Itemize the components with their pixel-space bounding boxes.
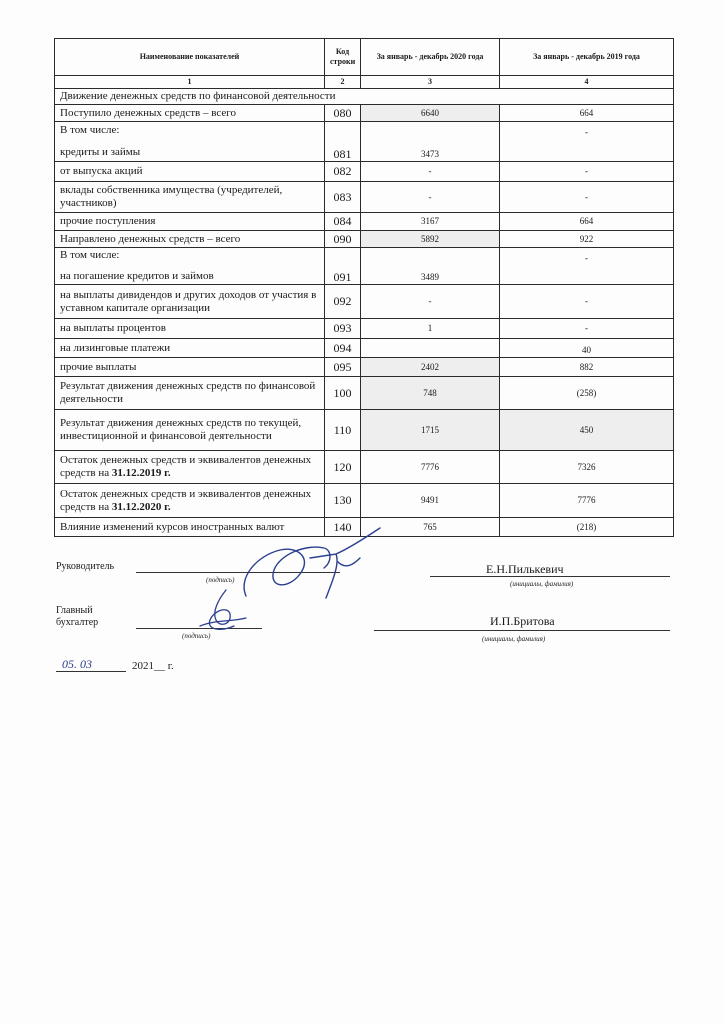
row-value-2019: -: [500, 319, 674, 339]
row-name: Направлено денежных средств – всего: [55, 231, 325, 248]
row-code: 100: [325, 377, 361, 410]
row-value-2020: [361, 339, 500, 358]
row-value-2019: 40: [500, 339, 674, 358]
table-row: [55, 358, 674, 377]
row-value-2019: -: [500, 285, 674, 319]
row-code: 092: [325, 285, 361, 319]
accountant-label-2: бухгалтер: [56, 617, 99, 628]
col-number-3: 3: [361, 76, 500, 89]
row-value-2019: (218): [500, 518, 674, 537]
row-code: 091: [325, 248, 361, 285]
row-name: кредиты и займы: [60, 146, 141, 158]
row-date: 31.12.2019 г.: [111, 467, 171, 479]
row-code: 081: [325, 122, 361, 162]
head-label: Руководитель: [56, 561, 115, 572]
table-row: [55, 484, 674, 518]
row-name-cell: [55, 451, 325, 484]
row-name: Остаток денежных средств и эквивалентов денежных средств на: [60, 487, 312, 513]
table-row: [55, 231, 674, 248]
head-name-caption: (инициалы, фамилия): [510, 580, 574, 588]
row-value-2020: 2402: [361, 358, 500, 377]
row-value-2020: -: [361, 182, 500, 213]
row-name: на погашение кредитов и займов: [60, 270, 214, 282]
table-row: [55, 182, 674, 213]
accountant-sign-caption: (подпись): [182, 632, 211, 640]
row-name: на лизинговые платежи: [55, 339, 325, 358]
row-name: Влияние изменений курсов иностранных валют: [55, 518, 325, 537]
row-code: 120: [325, 451, 361, 484]
head-name-line: [430, 576, 670, 577]
row-name: вклады собственника имущества (учредителей, участников): [55, 182, 325, 213]
row-value-2019: -: [500, 122, 674, 162]
table-row: [55, 319, 674, 339]
row-code: 110: [325, 410, 361, 451]
table-row: [55, 285, 674, 319]
row-value-2019: -: [500, 182, 674, 213]
row-code: 130: [325, 484, 361, 518]
row-name-cell: [55, 248, 325, 285]
row-value-2020: 1715: [361, 410, 500, 451]
row-name: на выплаты процентов: [55, 319, 325, 339]
row-code: 094: [325, 339, 361, 358]
row-code: 093: [325, 319, 361, 339]
header-2019: За январь - декабрь 2019 года: [500, 39, 674, 76]
row-name: на выплаты дивидендов и других доходов от участия в уставном капитале организации: [55, 285, 325, 319]
table-header-row: [55, 39, 674, 76]
row-code: 095: [325, 358, 361, 377]
row-value-2020: 3167: [361, 213, 500, 231]
row-value-2019: 7326: [500, 451, 674, 484]
row-code: 083: [325, 182, 361, 213]
header-code: Код строки: [325, 39, 361, 76]
row-code: 084: [325, 213, 361, 231]
row-prefix: В том числе:: [60, 249, 120, 261]
row-value-2019: 882: [500, 358, 674, 377]
accountant-label-1: Главный: [56, 605, 93, 616]
row-name-cell: [55, 122, 325, 162]
table-row: [55, 248, 674, 285]
row-value-2020: 7776: [361, 451, 500, 484]
date-year: 2021__ г.: [132, 660, 174, 672]
cash-flow-sheet: [54, 38, 673, 537]
row-value-2020: -: [361, 162, 500, 182]
col-number-4: 4: [500, 76, 674, 89]
cash-flow-table: [54, 38, 674, 537]
row-value-2019: 664: [500, 213, 674, 231]
table-row: [55, 105, 674, 122]
row-value-2019: 664: [500, 105, 674, 122]
row-value-2020: 9491: [361, 484, 500, 518]
header-2020: За январь - декабрь 2020 года: [361, 39, 500, 76]
row-value-2019: 922: [500, 231, 674, 248]
row-name: прочие выплаты: [55, 358, 325, 377]
head-name: Е.Н.Пилькевич: [486, 562, 564, 576]
column-number-row: [55, 76, 674, 89]
table-row: [55, 410, 674, 451]
row-value-2019: 450: [500, 410, 674, 451]
row-value-2019: 7776: [500, 484, 674, 518]
row-name: Результат движения денежных средств по финансовой деятельности: [55, 377, 325, 410]
row-code: 082: [325, 162, 361, 182]
head-sign-caption: (подпись): [206, 576, 235, 584]
table-row: [55, 339, 674, 358]
row-value-2020: -: [361, 285, 500, 319]
row-name: Результат движения денежных средств по текущей, инвестиционной и финансовой деятельности: [55, 410, 325, 451]
row-value-2020: 6640: [361, 105, 500, 122]
row-name: Поступило денежных средств – всего: [55, 105, 325, 122]
col-number-1: 1: [55, 76, 325, 89]
row-value-2020: 5892: [361, 231, 500, 248]
table-row: [55, 213, 674, 231]
row-value-2020: 3473: [361, 122, 500, 162]
row-date: 31.12.2020 г.: [111, 500, 171, 513]
accountant-name-caption: (инициалы, фамилия): [482, 635, 546, 643]
row-value-2019: -: [500, 248, 674, 285]
table-row: [55, 377, 674, 410]
row-value-2020: 748: [361, 377, 500, 410]
table-row: [55, 162, 674, 182]
row-prefix: В том числе:: [60, 124, 120, 136]
table-row: [55, 122, 674, 162]
table-row: [55, 451, 674, 484]
date-handwritten: 05. 03: [62, 657, 92, 671]
accountant-name: И.П.Бритова: [490, 614, 555, 628]
row-value-2020: 3489: [361, 248, 500, 285]
row-value-2020: 765: [361, 518, 500, 537]
row-name: прочие поступления: [55, 213, 325, 231]
date-line: [56, 671, 126, 672]
row-code: 080: [325, 105, 361, 122]
col-number-2: 2: [325, 76, 361, 89]
row-value-2019: -: [500, 162, 674, 182]
section-row: [55, 89, 674, 105]
section-title: Движение денежных средств по финансовой деятельности: [55, 89, 674, 105]
row-value-2019: (258): [500, 377, 674, 410]
row-value-2020: 1: [361, 319, 500, 339]
row-name-cell: [55, 484, 325, 518]
row-code: 140: [325, 518, 361, 537]
row-name: от выпуска акций: [55, 162, 325, 182]
header-name: Наименование показателей: [55, 39, 325, 76]
accountant-name-line: [374, 630, 670, 631]
row-code: 090: [325, 231, 361, 248]
accountant-signature: [196, 586, 256, 636]
row-name: Остаток денежных средств и эквивалентов денежных средств на: [60, 454, 312, 479]
